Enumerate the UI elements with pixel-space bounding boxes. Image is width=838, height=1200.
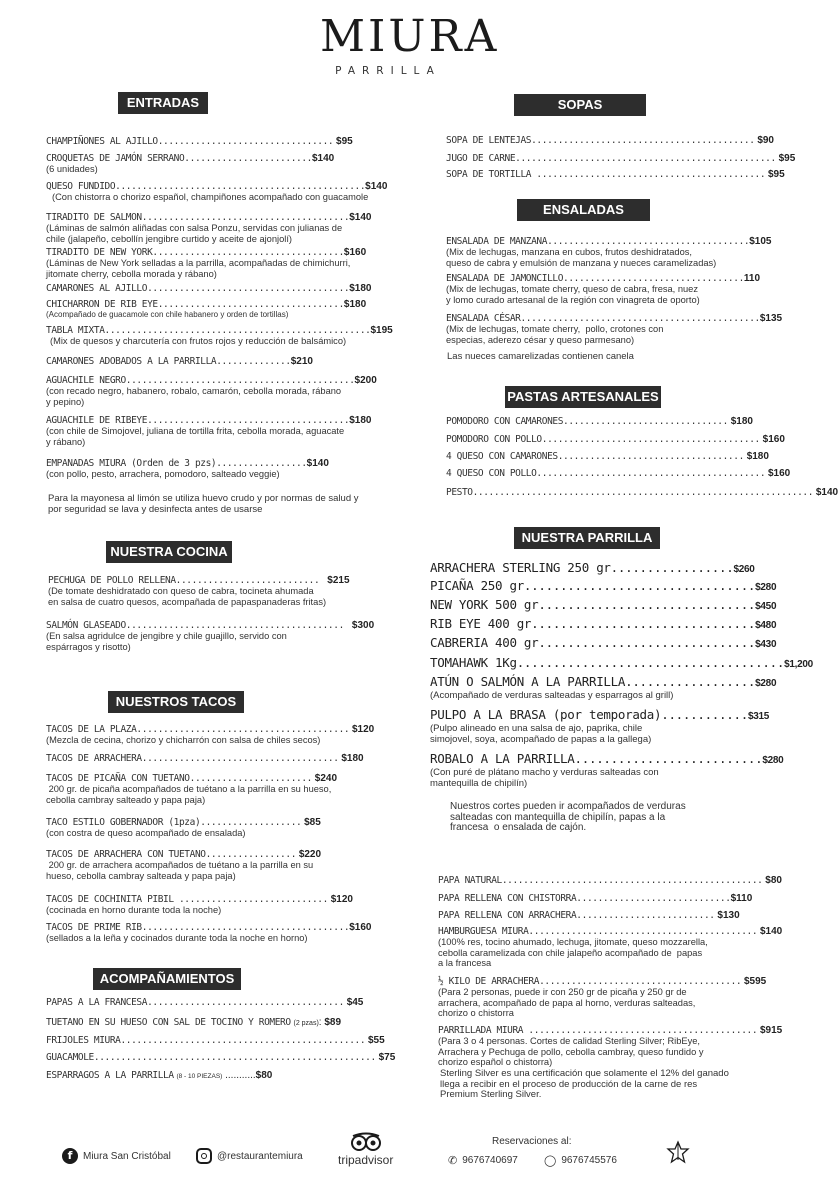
reservations-label: Reservaciones al: — [492, 1136, 572, 1147]
menu-item: FRIJOLES MIURA.............................................. $55 — [46, 1035, 385, 1046]
brand-name: MIURA — [320, 11, 500, 62]
menu-item: AGUACHILE NEGRO...........................................$200 (con recado negro, habanero, robalo, camarón, cebolla morada, rábano y pepino) — [46, 375, 377, 407]
menu-item: SALMÓN GLASEADO......................................... $300 (En salsa agridulce de jengibre y chile guajillo, servido con espárragos y risotto) — [46, 620, 375, 652]
section-heading-entradas: ENTRADAS — [118, 92, 208, 114]
menu-item: HAMBURGUESA MIURA........................................... $140 (100% res, tocino ahumado, lechuga, jitomate, queso mozzarella, cebolla caramelizada con chile jalapeño acompañado de papas a la francesa — [438, 926, 783, 968]
menu-item: QUESO FUNDIDO...............................................$140 (Con chistorra o chorizo español, champiñones acompañado con guacamole — [46, 181, 388, 202]
menu-item: TABLA MIXTA..................................................$195 (Mix de quesos y charcutería con frutos rojos y reducción de balsámico) — [46, 325, 393, 346]
menu-item: SOPA DE LENTEJAS.......................................... $90 — [446, 135, 774, 146]
menu-item: TIRADITO DE NEW YORK....................................$160 (Láminas de New York selladas a la parrilla, acompañadas de chimichurri, jitomate cherry, cebolla morada y rábano) — [46, 247, 367, 279]
instagram-icon — [196, 1148, 212, 1164]
whatsapp-icon: ◯ — [544, 1155, 557, 1167]
menu-item: CAMARONES AL AJILLO......................................$180 — [46, 283, 372, 294]
menu-item: PAPAS A LA FRANCESA..................................... $45 — [46, 997, 364, 1008]
menu-item: ENSALADA CÉSAR.............................................$135 (Mix de lechugas, tomate cherry, pollo, crotones con especias, aderezo césar y queso parmesano) — [446, 313, 783, 345]
menu-item: 4 QUESO CON CAMARONES................................... $180 — [446, 451, 769, 462]
menu-item: GUACAMOLE..................................................... $75 — [46, 1052, 396, 1063]
tripadvisor-owl-icon — [349, 1132, 383, 1152]
menu-item: PARRILLADA MIURA ........................................... $915 (Para 3 o 4 personas. Cortes de calidad Sterling Silver; RibEye, Arrachera y Pechuga de pollo, cebolla cambray, queso fundido y chorizo español o chistorra) — [438, 1025, 783, 1067]
brand-logo — [320, 10, 500, 77]
menu-item: TUETANO EN SU HUESO CON SAL DE TOCINO Y ROMERO (2 pzas): $89 — [46, 1017, 342, 1028]
facebook-link[interactable] — [62, 1148, 171, 1164]
sterling-note: Sterling Silver es una certificación que solamente el 12% del ganado llega a recibir en el proceso de producción de la carne de res Premium Sterling Silver. — [440, 1068, 729, 1100]
entradas-note: Para la mayonesa al limón se utiliza huevo crudo y por normas de salud y por seguridad se lava y desinfecta antes de usarse — [48, 493, 359, 515]
menu-item: ENSALADA DE MANZANA......................................$105 (Mix de lechugas, manzana en cubos, frutos deshidratados, queso de cabra y emulsión de manzana y nueces caramelizadas) — [446, 236, 772, 268]
section-heading-tacos: NUESTROS TACOS — [108, 691, 244, 713]
grill-item: RIB EYE 400 gr...............................$480 — [430, 616, 777, 631]
star-cutlery-logo — [666, 1140, 690, 1166]
menu-item: PAPA RELLENA CON ARRACHERA.......................... $130 — [438, 910, 740, 921]
menu-item: TACOS DE PICAÑA CON TUETANO....................... $240 200 gr. de picaña acompañados de tuétano a la parrilla en su hueso, cebolla cambray salteado y papa paja) — [46, 773, 338, 805]
grill-item: TOMAHAWK 1Kg.....................................$1,200 — [430, 655, 813, 670]
grill-item: ARRACHERA STERLING 250 gr.................$260 — [430, 560, 755, 575]
instagram-link[interactable] — [196, 1148, 303, 1164]
menu-item: CAMARONES ADOBADOS A LA PARRILLA..............$210 — [46, 356, 313, 367]
menu-item: TIRADITO DE SALMON.......................................$140 (Láminas de salmón aliñadas con salsa Ponzu, servidas con julianas de chile (jalapeño, cebollín jengibre curtido y aceite de ajonjolí) — [46, 212, 372, 244]
star-cutlery-icon — [666, 1140, 690, 1166]
menu-item: CROQUETAS DE JAMÓN SERRANO........................$140 (6 unidades) — [46, 153, 335, 174]
grill-item: CABRERIA 400 gr..............................$430 — [430, 635, 777, 650]
menu-item: AGUACHILE DE RIBEYE......................................$180 (con chile de Simojovel, juliana de tortilla frita, cebolla morada, aguacate y rábano) — [46, 415, 372, 447]
menu-item: TACO ESTILO GOBERNADOR (1pza)................... $85 (con costra de queso acompañado de ensalada) — [46, 817, 321, 838]
menu-item: PAPA NATURAL................................................. $80 — [438, 875, 782, 886]
section-heading-acompanamientos: ACOMPAÑAMIENTOS — [93, 968, 241, 990]
menu-item: ESPARRAGOS A LA PARRILLA (8 - 10 PIEZAS) ...........$80 — [46, 1070, 273, 1081]
menu-item: CHICHARRON DE RIB EYE...................................$180 (Acompañado de guacamole con chile habanero y orden de tortillas) — [46, 299, 367, 319]
grill-item: NEW YORK 500 gr..............................$450 — [430, 597, 777, 612]
menu-item: PECHUGA DE POLLO RELLENA........................... $215 (De tomate deshidratado con queso de cabra, tocineta ahumada en salsa de cuatro quesos, acompañada de papaspanaderas fritas) — [48, 575, 350, 607]
section-heading-sopas: SOPAS — [514, 94, 646, 116]
menu-item: PESTO................................................................ $140 — [446, 487, 838, 498]
menu-item: ENSALADA DE JAMONCILLO..................................110 (Mix de lechugas, tomate cherry, queso de cabra, fresa, nuez y lomo curado artesanal de la región con vinagreta de oporto) — [446, 273, 761, 305]
phone-number: 9676740697 — [462, 1155, 518, 1166]
phone-icon: ✆ — [448, 1155, 458, 1167]
tripadvisor-link[interactable] — [338, 1132, 393, 1167]
parrilla-note: Nuestros cortes pueden ir acompañados de verduras salteadas con mantequilla de chipilín, papas a la francesa o ensalada de cajón. — [450, 801, 686, 833]
section-heading-cocina: NUESTRA COCINA — [106, 541, 232, 563]
menu-item: POMODORO CON CAMARONES............................... $180 — [446, 416, 753, 427]
menu-item: TACOS DE LA PLAZA........................................ $120 (Mezcla de cecina, chorizo y chicharrón con salsa de chiles secos) — [46, 724, 375, 745]
menu-item: TACOS DE COCHINITA PIBIL ............................ $120 (cocinada en horno durante toda la noche) — [46, 894, 353, 915]
menu-item: TACOS DE ARRACHERA CON TUETANO................. $220 200 gr. de arrachera acompañados de tuétano a la parrilla en su hueso, cebolla cambray salteada y papa paja) — [46, 849, 322, 881]
grill-item: ATÚN O SALMÓN A LA PARRILLA..................$280 (Acompañado de verduras salteadas y esparragos al grill) — [430, 674, 777, 701]
section-heading-parrilla: NUESTRA PARRILLA — [514, 527, 660, 549]
section-heading-pastas: PASTAS ARTESANALES — [505, 386, 661, 408]
menu-item: ½ KILO DE ARRACHERA...................................... $595 (Para 2 personas, puede ir con 250 gr de picaña y 250 gr de arrachera, acompañado de papa al horno, verduras salteadas, chorizo o chistorra — [438, 976, 767, 1018]
grill-item: PICAÑA 250 gr................................$280 — [430, 578, 777, 593]
instagram-label: @restaurantemiura — [217, 1150, 303, 1162]
menu-item: TACOS DE PRIME RIB.......................................$160 (sellados a la leña y cocinados durante toda la noche en horno) — [46, 922, 372, 943]
facebook-icon: f — [62, 1148, 78, 1164]
menu-item: PAPA RELLENA CON CHISTORRA.............................$110 — [438, 893, 753, 904]
section-heading-ensaladas: ENSALADAS — [517, 199, 650, 221]
grill-item: PULPO A LA BRASA (por temporada)............$315 (Pulpo alineado en una salsa de ajo, paprika, chile simojovel, soya, acompañado de papas a la gallega) — [430, 707, 769, 745]
brand-subtitle: PARRILLA — [335, 65, 441, 77]
ensaladas-note: Las nueces camarelizadas contienen canela — [447, 351, 634, 362]
menu-item: SOPA DE TORTILLA ........................................... $95 — [446, 169, 785, 180]
menu-item: JUGO DE CARNE................................................. $95 — [446, 153, 796, 164]
phone-link[interactable] — [448, 1154, 518, 1167]
menu-item: EMPANADAS MIURA (Orden de 3 pzs).................$140 (con pollo, pesto, arrachera, pomodoro, salteado veggie) — [46, 458, 329, 479]
menu-item: POMODORO CON POLLO......................................... $160 — [446, 434, 785, 445]
grill-item: ROBALO A LA PARRILLA..........................$280 (Con puré de plátano macho y verduras salteadas con mantequilla de chipilín) — [430, 751, 784, 789]
menu-item: 4 QUESO CON POLLO........................................... $160 — [446, 468, 791, 479]
whatsapp-number: 9676745576 — [561, 1155, 617, 1166]
facebook-label: Miura San Cristóbal — [83, 1150, 171, 1162]
menu-item: CHAMPIÑONES AL AJILLO................................. $95 — [46, 136, 353, 147]
whatsapp-link[interactable] — [544, 1154, 617, 1167]
tripadvisor-label: tripadvisor — [338, 1153, 394, 1167]
menu-item: TACOS DE ARRACHERA..................................... $180 — [46, 753, 364, 764]
